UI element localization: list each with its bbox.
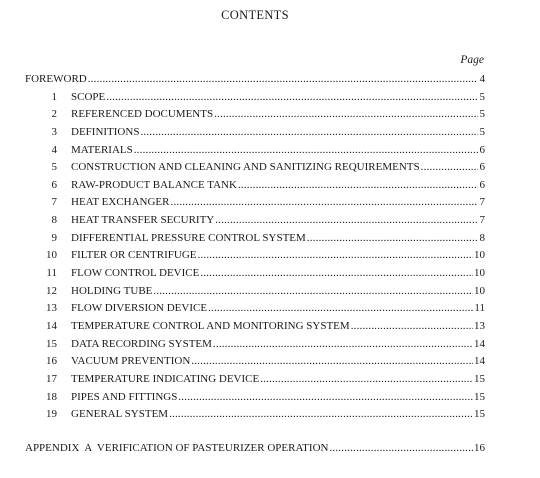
toc-entry[interactable] — [25, 124, 485, 142]
toc-dot-leader — [351, 318, 473, 336]
toc-entry[interactable] — [25, 283, 485, 301]
toc-entry-number: 6 — [51, 178, 57, 191]
toc-dot-leader — [191, 353, 473, 371]
toc-dot-leader — [208, 300, 473, 318]
toc-entry-number: 13 — [46, 302, 57, 315]
toc-entry[interactable] — [25, 371, 485, 389]
toc-entry-number: 19 — [46, 408, 57, 421]
toc-entry-page: 15 — [474, 408, 485, 421]
toc-entry-page: 16 — [474, 442, 485, 454]
toc-entry-page: 4 — [479, 73, 485, 85]
toc-entry-number: 7 — [51, 196, 57, 209]
toc-entry-page: 14 — [474, 355, 485, 368]
toc-dot-leader — [329, 440, 473, 458]
toc-dot-leader — [88, 71, 478, 89]
toc-entry-foreword[interactable] — [25, 71, 485, 89]
toc-entry-number: 12 — [46, 284, 57, 297]
toc-dot-leader — [214, 106, 478, 124]
toc-dot-leader — [307, 230, 478, 248]
toc-entry-number: 17 — [46, 372, 57, 385]
toc-entry-label: FOREWORD — [25, 73, 87, 85]
toc-entry[interactable] — [25, 177, 485, 195]
toc-dot-leader — [215, 212, 478, 230]
toc-entry-page: 5 — [479, 108, 485, 121]
toc-entry-label: HEAT TRANSFER SECURITY — [71, 214, 215, 227]
toc-entry[interactable] — [25, 106, 485, 124]
toc-entry[interactable] — [25, 265, 485, 283]
toc-entry-page: 6 — [479, 143, 485, 156]
toc-entry-label: VACUUM PREVENTION — [71, 355, 191, 368]
toc-entry-page: 15 — [474, 390, 485, 403]
toc-entry-label: PIPES AND FITTINGS — [71, 390, 178, 403]
toc-dot-leader — [260, 371, 473, 389]
toc-entry-page: 5 — [479, 90, 485, 103]
toc-entry-label: DIFFERENTIAL PRESSURE CONTROL SYSTEM — [71, 231, 306, 244]
toc-entry-page: 6 — [479, 161, 485, 174]
toc-entry-page: 6 — [479, 178, 485, 191]
toc-entry-label: SCOPE — [71, 90, 106, 103]
toc-entry-number: 5 — [51, 161, 57, 174]
toc-entry-number: 1 — [51, 90, 57, 103]
toc-entry-page: 10 — [474, 284, 485, 297]
toc-entry-number: 18 — [46, 390, 57, 403]
toc-dot-leader — [134, 142, 478, 160]
toc-entry-number: 9 — [51, 231, 57, 244]
toc-entry-number: 15 — [46, 337, 57, 350]
toc-entry-label: TEMPERATURE CONTROL AND MONITORING SYSTEM — [71, 319, 350, 332]
page-title: CONTENTS — [221, 8, 289, 22]
toc-entry[interactable] — [25, 336, 485, 354]
toc-entry-label: MATERIALS — [71, 143, 133, 156]
toc-entry-number: 14 — [46, 319, 57, 332]
toc-entry-label: FLOW DIVERSION DEVICE — [71, 302, 208, 315]
toc-dot-leader — [169, 406, 473, 424]
toc-entry-label: CONSTRUCTION AND CLEANING AND SANITIZING REQUIREMENTS — [71, 161, 420, 174]
toc-dot-leader — [140, 124, 478, 142]
toc-dot-leader — [213, 336, 473, 354]
toc-entry-appendix-a[interactable] — [25, 440, 485, 458]
table-of-contents — [25, 71, 485, 424]
toc-entry[interactable] — [25, 406, 485, 424]
toc-entry[interactable] — [25, 318, 485, 336]
toc-entry-page: 10 — [474, 249, 485, 262]
toc-entry[interactable] — [25, 300, 485, 318]
toc-entry-number: 11 — [46, 267, 57, 280]
toc-entry-label: DEFINITIONS — [71, 125, 140, 138]
toc-entry[interactable] — [25, 389, 485, 407]
toc-entry-number: 10 — [46, 249, 57, 262]
toc-entry-label: TEMPERATURE INDICATING DEVICE — [71, 372, 260, 385]
toc-entry-page: 15 — [474, 372, 485, 385]
toc-entry[interactable] — [25, 89, 485, 107]
toc-dot-leader — [238, 177, 478, 195]
toc-dot-leader — [178, 389, 473, 407]
toc-entry-page: 13 — [474, 319, 485, 332]
toc-entry-page: 5 — [479, 125, 485, 138]
toc-entry-label: DATA RECORDING SYSTEM — [71, 337, 212, 350]
toc-entry-label: APPENDIX A VERIFICATION OF PASTEURIZER OPERATION — [25, 442, 329, 454]
toc-entry-number: 3 — [51, 125, 57, 138]
toc-dot-leader — [200, 265, 473, 283]
toc-entry-number: 2 — [51, 108, 57, 121]
toc-entry-page: 14 — [474, 337, 485, 350]
toc-entry-label: FLOW CONTROL DEVICE — [71, 267, 200, 280]
toc-entry-page: 11 — [474, 302, 485, 315]
toc-entry-label: HOLDING TUBE — [71, 284, 153, 297]
toc-section-list — [25, 89, 485, 424]
toc-appendix — [25, 440, 485, 458]
toc-dot-leader — [153, 283, 473, 301]
toc-entry[interactable] — [25, 247, 485, 265]
toc-entry-page: 7 — [479, 214, 485, 227]
toc-dot-leader — [421, 159, 478, 177]
toc-entry-label: REFERENCED DOCUMENTS — [71, 108, 214, 121]
toc-entry-label: FILTER OR CENTRIFUGE — [71, 249, 197, 262]
toc-entry[interactable] — [25, 353, 485, 371]
toc-dot-leader — [106, 89, 478, 107]
toc-entry-number: 4 — [51, 143, 57, 156]
toc-entry-label: HEAT EXCHANGER — [71, 196, 170, 209]
page-column-header: Page — [460, 54, 484, 66]
toc-entry-page: 7 — [479, 196, 485, 209]
toc-entry-label: GENERAL SYSTEM — [71, 408, 169, 421]
toc-entry-number: 8 — [51, 214, 57, 227]
toc-entry[interactable] — [25, 230, 485, 248]
toc-entry[interactable] — [25, 142, 485, 160]
toc-entry-label: RAW-PRODUCT BALANCE TANK — [71, 178, 237, 191]
toc-dot-leader — [171, 194, 479, 212]
toc-entry-page: 8 — [479, 231, 485, 244]
toc-dot-leader — [198, 247, 474, 265]
toc-entry[interactable] — [25, 212, 485, 230]
toc-entry[interactable] — [25, 159, 485, 177]
toc-entry-page: 10 — [474, 267, 485, 280]
toc-entry[interactable] — [25, 194, 485, 212]
toc-entry-number: 16 — [46, 355, 57, 368]
